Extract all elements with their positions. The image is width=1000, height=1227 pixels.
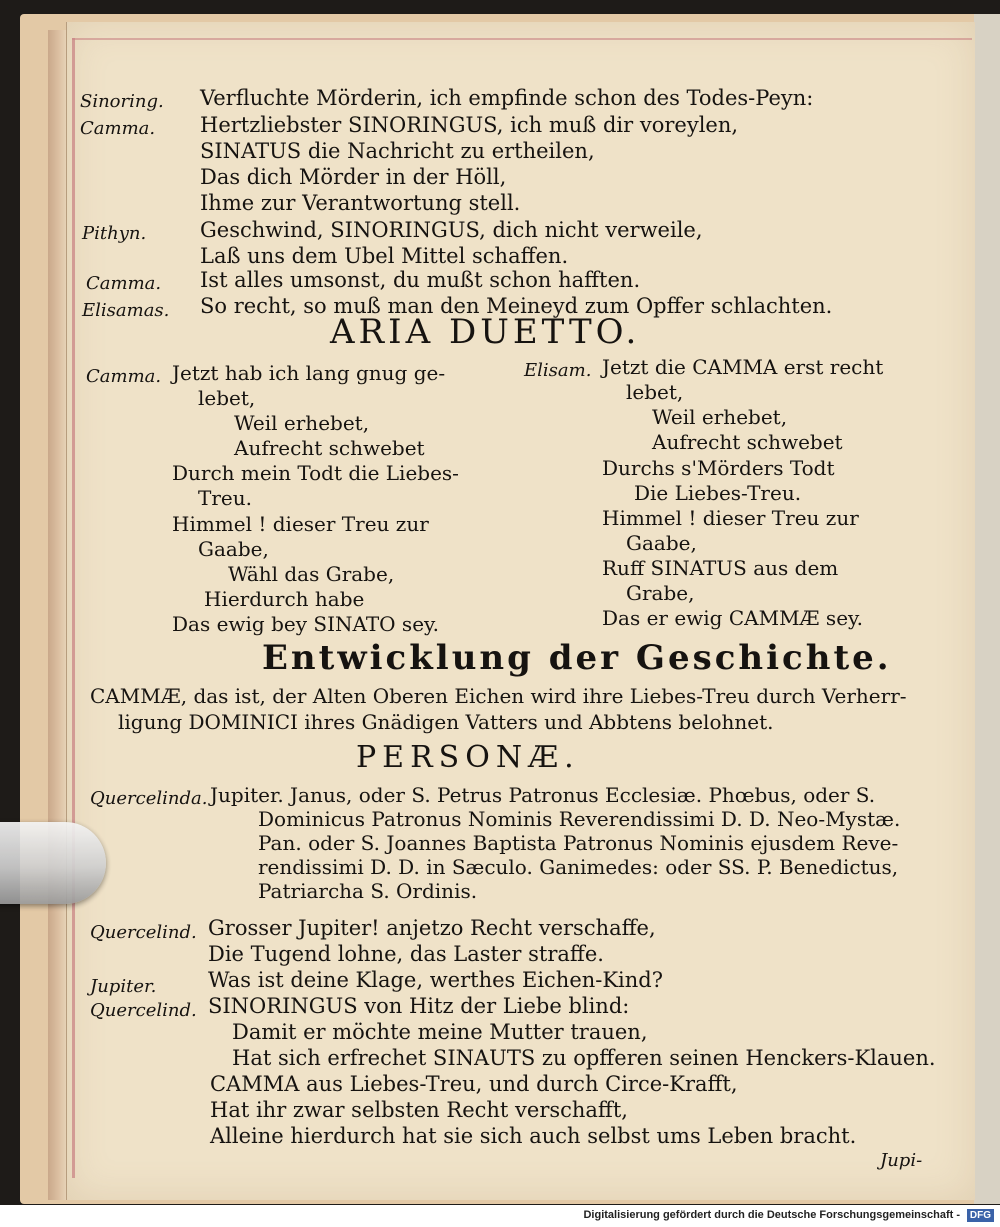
verse-line: Geschwind, SINORINGUS, dich nicht verweile,: [200, 218, 703, 242]
personae-line: rendissimi D. D. in Sæculo. Ganimedes: oder SS. P. Benedictus,: [258, 855, 899, 879]
verse-line: Hat sich erfrechet SINAUTS zu opfferen seinen Henckers-Klauen.: [232, 1046, 936, 1070]
speaker-label: Elisamas.: [82, 300, 170, 321]
verse-line: Das er ewig CAMMÆ sey.: [602, 606, 864, 630]
verse-line: Die Tugend lohne, das Laster straffe.: [208, 942, 604, 966]
verse-line: SINORINGUS von Hitz der Liebe blind:: [208, 994, 630, 1018]
verse-line: Gaabe,: [198, 537, 269, 561]
verse-line: Jetzt hab ich lang gnug ge-: [172, 361, 446, 385]
verse-line: Hat ihr zwar selbsten Recht verschafft,: [210, 1098, 628, 1122]
verse-line: Ihme zur Verantwortung stell.: [200, 191, 521, 215]
personae-line: Patriarcha S. Ordinis.: [258, 879, 478, 903]
verse-line: lebet,: [626, 380, 684, 404]
top-rule: [72, 38, 972, 40]
verse-line: Hertzliebster SINORINGUS, ich muß dir voreylen,: [200, 113, 739, 137]
verse-line: Verfluchte Mörderin, ich empfinde schon des Todes-Peyn:: [200, 86, 814, 110]
speaker-label: Camma.: [86, 366, 162, 387]
verse-line: Himmel ! dieser Treu zur: [172, 512, 429, 536]
verse-line: Damit er möchte meine Mutter trauen,: [232, 1020, 648, 1044]
personae-line: Dominicus Patronus Nominis Reverendissimi D. D. Neo-Mystæ.: [258, 807, 901, 831]
verse-line: SINATUS die Nachricht zu ertheilen,: [200, 139, 595, 163]
verse-line: Laß uns dem Ubel Mittel schaffen.: [200, 244, 569, 268]
entwicklung-line: CAMMÆ, das ist, der Alten Oberen Eichen wird ihre Liebes-Treu durch Verherr-: [90, 684, 907, 708]
personae-line: Jupiter. Janus, oder S. Petrus Patronus Ecclesiæ. Phœbus, oder S.: [210, 783, 876, 807]
verse-line: Aufrecht schwebet: [234, 436, 425, 460]
verse-line: Grosser Jupiter! anjetzo Recht verschaffe,: [208, 916, 656, 940]
verse-line: Weil erhebet,: [234, 411, 370, 435]
entwicklung-line: ligung DOMINICI ihres Gnädigen Vatters und Abbtens belohnet.: [118, 710, 774, 734]
speaker-label: Quercelinda.: [90, 788, 208, 809]
verse-line: Treu.: [198, 486, 252, 510]
page-clip: [0, 822, 106, 904]
speaker-label: Pithyn.: [82, 223, 147, 244]
verse-line: Das ewig bey SINATO sey.: [172, 612, 440, 636]
verse-line: Durch mein Todt die Liebes-: [172, 461, 459, 485]
verse-line: Alleine hierdurch hat sie sich auch selbst ums Leben bracht.: [210, 1124, 857, 1148]
speaker-label: Camma.: [80, 118, 156, 139]
verse-line: Grabe,: [626, 581, 695, 605]
speaker-label: Quercelind.: [90, 922, 197, 943]
personae-heading: PERSONÆ.: [356, 740, 580, 775]
book-spine: [48, 30, 66, 1200]
verse-line: Hierdurch habe: [204, 587, 365, 611]
verse-line: lebet,: [198, 386, 256, 410]
speaker-label: Quercelind.: [90, 1000, 197, 1021]
dfg-logo: DFG: [967, 1209, 994, 1222]
scan-edge: [974, 14, 1000, 1204]
aria-heading: ARIA DUETTO.: [330, 312, 641, 352]
verse-line: Weil erhebet,: [652, 405, 788, 429]
verse-line: Durchs s'Mörders Todt: [602, 456, 835, 480]
personae-line: Pan. oder S. Joannes Baptista Patronus Nominis ejusdem Reve-: [258, 831, 899, 855]
margin-rule: [72, 38, 75, 1178]
verse-line: Ist alles umsonst, du mußt schon hafften.: [200, 268, 641, 292]
verse-line: Wähl das Grabe,: [228, 562, 395, 586]
verse-line: Ruff SINATUS aus dem: [602, 556, 839, 580]
verse-line: Jetzt die CAMMA erst recht: [602, 355, 884, 379]
footer-credit: Digitalisierung gefördert durch die Deutsche Forschungsgemeinschaft -: [583, 1209, 960, 1221]
verse-line: Aufrecht schwebet: [652, 430, 843, 454]
verse-line: Die Liebes-Treu.: [634, 481, 802, 505]
verse-line: Himmel ! dieser Treu zur: [602, 506, 859, 530]
verse-line: Was ist deine Klage, werthes Eichen-Kind?: [208, 968, 663, 992]
digitization-footer: [0, 1205, 1000, 1227]
verse-line: CAMMA aus Liebes-Treu, und durch Circe-Krafft,: [210, 1072, 738, 1096]
entwicklung-heading: Entwicklung der Geschichte.: [262, 638, 892, 678]
speaker-label: Sinoring.: [80, 91, 164, 112]
speaker-label: Jupiter.: [90, 976, 157, 997]
catchword: Jupi-: [880, 1150, 923, 1171]
verse-line: Gaabe,: [626, 531, 697, 555]
verse-line: Das dich Mörder in der Höll,: [200, 165, 507, 189]
speaker-label: Elisam.: [524, 360, 592, 381]
verse-line: So recht, so muß man den Meineyd zum Opffer schlachten.: [200, 294, 833, 318]
speaker-label: Camma.: [86, 273, 162, 294]
